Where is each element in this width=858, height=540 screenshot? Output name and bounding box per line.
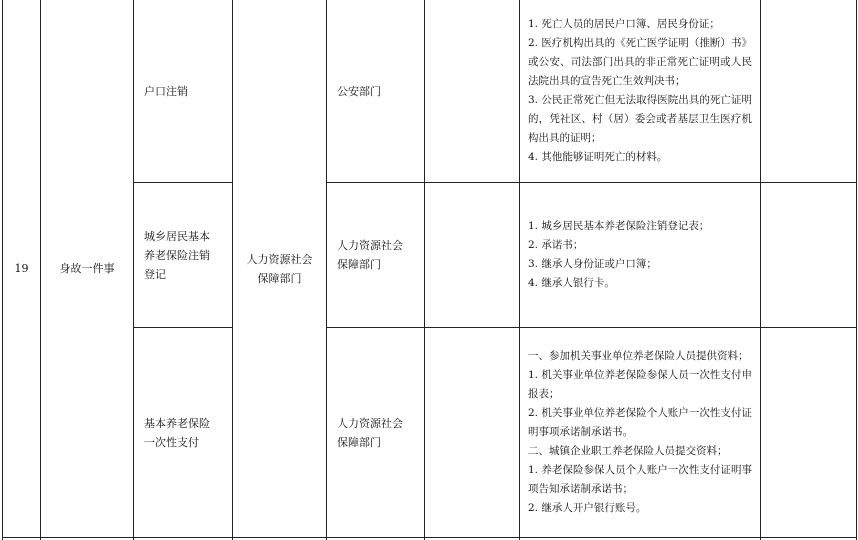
material-line: 一、参加机关事业单位养老保险人员提供资料； — [528, 350, 749, 362]
materials-cell — [520, 0, 760, 182]
item-name: 城乡居民基本 养老保险注销 登记 — [144, 229, 210, 281]
material-line: 2. 医疗机构出具的《死亡医学证明（推断）书》或公安、司法部门出具的非正常死亡证明或人民法院出具的宣告死亡生效判决书； — [528, 37, 752, 87]
row-number-cell — [3, 0, 40, 537]
item-dept-cell — [327, 0, 424, 182]
material-line: 2. 继承人开户银行账号。 — [528, 502, 647, 514]
col-divider — [424, 0, 425, 540]
item-name-cell — [134, 0, 232, 182]
material-line: 1. 养老保险参保人员个人账户一次性支付证明事项告知承诺制承诺书； — [528, 464, 752, 495]
category-label: 身故一件事 — [59, 262, 115, 275]
material-line: 二、城镇企业职工养老保险人员提交资料； — [528, 445, 728, 457]
item-dept: 人力资源社会 保障部门 — [337, 239, 403, 271]
material-line: 3. 公民正常死亡但无法取得医院出具的死亡证明的，凭社区、村（居）委会或者基层卫生医疗机构出具的证明； — [528, 94, 752, 144]
item-dept: 人力资源社会 保障部门 — [337, 416, 403, 449]
item-dept-cell — [327, 183, 424, 327]
materials-cell — [520, 183, 760, 327]
item-name-cell — [134, 328, 232, 537]
item-name-cell — [134, 183, 232, 327]
table-border-bottom — [2, 537, 857, 538]
item-dept-cell — [327, 328, 424, 537]
col-divider — [760, 0, 761, 540]
material-line: 4. 其他能够证明死亡的材料。 — [528, 151, 668, 163]
material-line: 3. 继承人身份证或户口簿； — [528, 258, 657, 270]
row-number: 19 — [14, 262, 29, 275]
material-line: 1. 死亡人员的居民户口簿、居民身份证； — [528, 18, 720, 30]
merged-dept-label: 人力资源社会 保障部门 — [246, 252, 313, 285]
merged-dept-cell — [233, 0, 326, 537]
material-line: 2. 承诺书； — [528, 239, 584, 251]
item-name: 户口注销 — [144, 84, 188, 98]
category-cell — [41, 0, 133, 537]
materials-cell — [520, 328, 760, 537]
item-name: 基本养老保险 一次性支付 — [144, 416, 210, 449]
item-dept: 公安部门 — [337, 84, 381, 98]
material-line: 4. 继承人银行卡。 — [528, 277, 615, 289]
material-line: 1. 机关事业单位养老保险参保人员一次性支付申报表； — [528, 369, 752, 400]
table-border-right — [856, 0, 857, 540]
material-line: 2. 机关事业单位养老保险个人账户一次性支付证明事项承诺制承诺书。 — [528, 407, 752, 438]
material-line: 1. 城乡居民基本养老保险注销登记表； — [528, 220, 710, 232]
